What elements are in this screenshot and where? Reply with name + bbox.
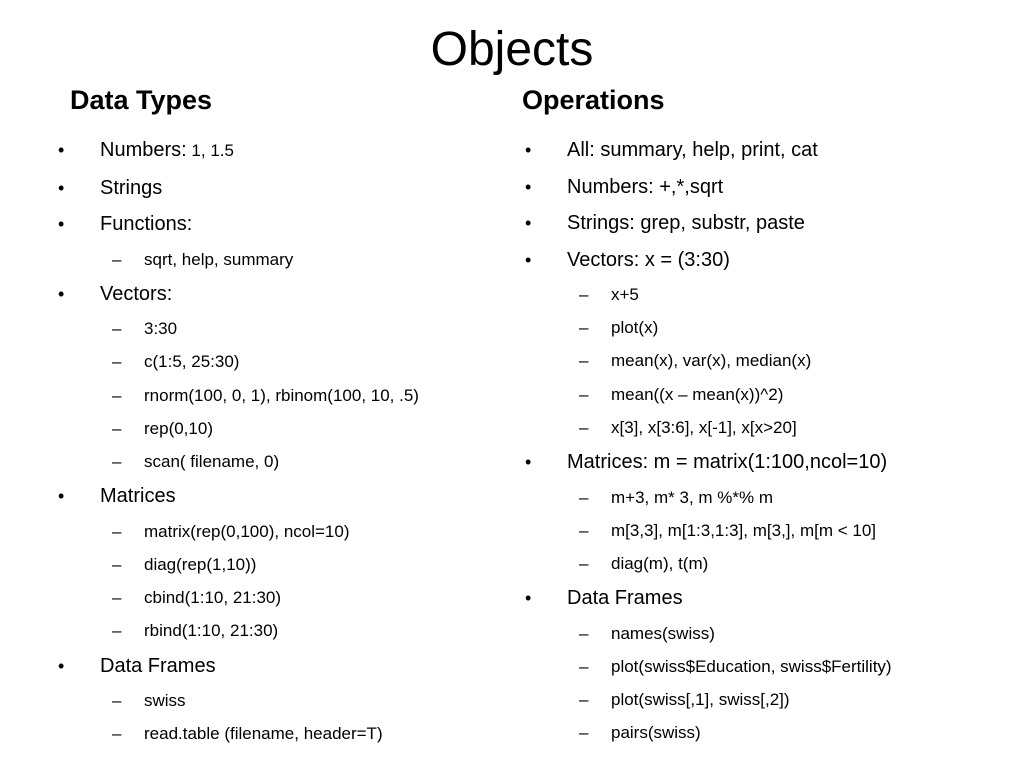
- dash-marker: –: [112, 724, 122, 744]
- sub-bullet-item: [55, 548, 419, 581]
- dash-marker: –: [579, 417, 589, 437]
- item-text: mean(x), var(x), median(x): [611, 351, 812, 371]
- sub-bullet-item: [55, 379, 419, 412]
- dash-marker: –: [112, 352, 122, 372]
- dash-marker: –: [579, 384, 589, 404]
- item-text: plot(swiss$Education, swiss$Fertility): [611, 656, 892, 676]
- item-text: pairs(swiss): [611, 723, 701, 743]
- sub-bullet-item: [522, 378, 892, 411]
- item-text: Numbers:: [100, 139, 187, 161]
- sub-bullet-item: [55, 243, 419, 276]
- bullet-item: [522, 169, 892, 206]
- dash-marker: –: [579, 318, 589, 338]
- item-text: rbind(1:10, 21:30): [144, 621, 279, 641]
- dash-marker: –: [112, 621, 122, 641]
- item-text: Numbers: +,*,sqrt: [567, 175, 724, 198]
- item-text: sqrt, help, summary: [144, 249, 294, 269]
- item-text: rep(0,10): [144, 418, 213, 438]
- bullet-item: [55, 132, 419, 170]
- item-text: scan( filename, 0): [144, 452, 280, 472]
- data-types-list: [55, 132, 419, 750]
- bullet-item: [522, 580, 892, 617]
- sub-bullet-item: [55, 515, 419, 548]
- item-text: Strings: [100, 176, 163, 199]
- sub-bullet-item: [55, 345, 419, 378]
- item-text: c(1:5, 25:30): [144, 352, 240, 372]
- dash-marker: –: [579, 487, 589, 507]
- dash-marker: –: [112, 319, 122, 339]
- operations-list: [522, 132, 892, 749]
- sub-bullet-item: [522, 344, 892, 377]
- sub-bullet-item: [55, 614, 419, 647]
- sub-bullet-item: [522, 547, 892, 580]
- dash-marker: –: [579, 623, 589, 643]
- item-text: Vectors: x = (3:30): [567, 248, 730, 271]
- item-example-values: 1, 1.5: [186, 141, 234, 160]
- item-text: rnorm(100, 0, 1), rbinom(100, 10, .5): [144, 385, 419, 405]
- sub-bullet-item: [522, 514, 892, 547]
- sub-bullet-item: [55, 312, 419, 345]
- item-text: Data Frames: [567, 587, 683, 610]
- dash-marker: –: [112, 452, 122, 472]
- operations-heading: Operations: [522, 85, 665, 115]
- bullet-item: [55, 276, 419, 313]
- bullet-item: [522, 132, 892, 169]
- item-text: Data Frames: [100, 654, 216, 677]
- bullet-marker: •: [525, 588, 532, 609]
- sub-bullet-item: [522, 481, 892, 514]
- item-text: plot(swiss[,1], swiss[,2]): [611, 690, 790, 710]
- bullet-item: [55, 648, 419, 685]
- data-types-heading: Data Types: [70, 85, 213, 115]
- dash-marker: –: [579, 690, 589, 710]
- bullet-marker: •: [525, 140, 532, 160]
- sub-bullet-item: [55, 412, 419, 445]
- sub-bullet-item: [55, 684, 419, 717]
- item-text: mean((x – mean(x))^2): [611, 384, 784, 404]
- item-text: x[3], x[3:6], x[-1], x[x>20]: [611, 417, 797, 437]
- bullet-item: [55, 478, 419, 515]
- dash-marker: –: [112, 588, 122, 608]
- bullet-marker: •: [58, 486, 65, 507]
- bullet-marker: •: [525, 213, 532, 233]
- dash-marker: –: [579, 520, 589, 540]
- bullet-item: [55, 170, 419, 207]
- bullet-marker: •: [525, 249, 532, 270]
- dash-marker: –: [112, 385, 122, 405]
- sub-bullet-item: [522, 716, 892, 749]
- bullet-marker: •: [58, 214, 65, 234]
- item-text: Strings: grep, substr, paste: [567, 212, 805, 234]
- bullet-marker: •: [58, 655, 65, 676]
- bullet-marker: •: [58, 283, 65, 304]
- sub-bullet-item: [522, 311, 892, 344]
- dash-marker: –: [579, 285, 589, 304]
- item-text: Functions:: [100, 213, 193, 235]
- item-text: All: summary, help, print, cat: [567, 139, 818, 161]
- item-text: m[3,3], m[1:3,1:3], m[3,], m[m < 10]: [611, 520, 877, 540]
- item-text: swiss: [144, 691, 186, 711]
- item-text: cbind(1:10, 21:30): [144, 588, 282, 608]
- dash-marker: –: [579, 351, 589, 371]
- bullet-item: [522, 205, 892, 242]
- slide-title: Objects: [430, 23, 594, 76]
- item-text: m+3, m* 3, m %*% m: [611, 487, 774, 507]
- item-text: Matrices: m = matrix(1:100,ncol=10): [567, 451, 888, 474]
- item-text: x+5: [611, 285, 639, 304]
- item-text: Matrices: [100, 485, 176, 508]
- item-text: read.table (filename, header=T): [144, 724, 383, 744]
- dash-marker: –: [579, 723, 589, 743]
- dash-marker: –: [579, 553, 589, 573]
- bullet-marker: •: [525, 176, 532, 197]
- sub-bullet-item: [522, 411, 892, 444]
- sub-bullet-item: [55, 581, 419, 614]
- dash-marker: –: [579, 656, 589, 676]
- dash-marker: –: [112, 521, 122, 541]
- bullet-item: [522, 444, 892, 481]
- item-text: 3:30: [144, 319, 178, 339]
- bullet-marker: •: [58, 177, 65, 198]
- bullet-item: [55, 206, 419, 243]
- item-text: matrix(rep(0,100), ncol=10): [144, 521, 350, 541]
- dash-marker: –: [112, 691, 122, 711]
- sub-bullet-item: [522, 278, 892, 311]
- sub-bullet-item: [522, 650, 892, 683]
- dash-marker: –: [112, 418, 122, 438]
- sub-bullet-item: [522, 617, 892, 650]
- item-text: names(swiss): [611, 623, 715, 643]
- dash-marker: –: [112, 249, 122, 269]
- sub-bullet-item: [55, 445, 419, 478]
- item-text: diag(m), t(m): [611, 553, 709, 573]
- item-text: diag(rep(1,10)): [144, 554, 257, 574]
- item-text: Vectors:: [100, 282, 173, 305]
- dash-marker: –: [112, 554, 122, 574]
- bullet-item: [522, 242, 892, 279]
- bullet-marker: •: [58, 140, 65, 160]
- bullet-marker: •: [525, 452, 532, 473]
- sub-bullet-item: [522, 683, 892, 716]
- sub-bullet-item: [55, 717, 419, 750]
- item-text: plot(x): [611, 318, 659, 338]
